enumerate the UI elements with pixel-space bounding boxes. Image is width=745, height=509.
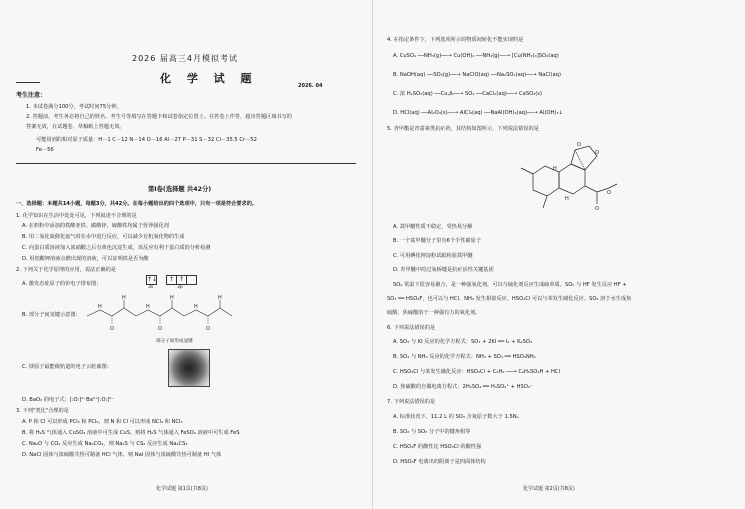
option-line: B. SO₃ 与 NH₃ 反应的化学方程式：NH₃ + SO₃ ══ HSO₃NH₂ bbox=[393, 354, 536, 360]
svg-text:O: O bbox=[577, 142, 581, 148]
svg-text:O: O bbox=[110, 326, 114, 332]
option-line: C. HSO₃F 的酸性比 HSO₃Cl 的酸性强 bbox=[393, 444, 482, 450]
svg-text:H: H bbox=[146, 304, 150, 310]
option-line: A. P 和 Cl 可以形成 PCl₃ 和 PCl₅，则 N 和 Cl 可以形成 NCl₃ 和 NCl₅ bbox=[22, 419, 183, 425]
subject-title: 化 学 试 题 bbox=[160, 72, 258, 85]
orbital-box bbox=[186, 275, 197, 285]
svg-text:O: O bbox=[607, 190, 611, 196]
option-line: D. HSO₃F 电离出的阴离子是四面体结构 bbox=[393, 459, 486, 465]
svg-text:H: H bbox=[218, 295, 222, 301]
option-line: B. NaOH(aq) ──SO₂(g)──→ NaClO(aq) ──Na₂SO₃(aq)──→ NaCl(aq) bbox=[393, 72, 561, 78]
svg-text:O: O bbox=[595, 206, 599, 212]
option-line: A. 标准状况下，11.2 L 的 SO₃ 含氧原子数大于 1.5Nₐ bbox=[393, 414, 519, 420]
orbital-box: ↑↓ bbox=[147, 276, 158, 283]
svg-text:O: O bbox=[158, 326, 162, 332]
option-line: A. 激发态硅原子的价电子排布图： bbox=[22, 281, 102, 287]
passage-line: SO₂ 常温下很容易聚合，是一种强氧化剂，可以与硫化剂反应生成硫单质。SO₂ 与 HF 发生反应 HF + bbox=[393, 282, 627, 288]
svg-text:H: H bbox=[565, 196, 569, 202]
exam-date: 2026. 04 bbox=[298, 83, 323, 89]
option-line: A. 蒿甲醚性质不稳定，受热易分解 bbox=[393, 224, 473, 230]
notes-heading: 考生注意： bbox=[16, 92, 47, 99]
option-line: A. SO₃ 与 KI 反应的化学方程式：SO₃ + 2KI ══ I₂ + K₂SO₃ bbox=[393, 339, 533, 345]
option-line: B. 用二氧化氮催化氨气时在水中进行反应，可以减少有机氧化物的生成 bbox=[22, 234, 185, 240]
note-line: 2. 答题前，考生务必将自己的姓名、考生号等填写在答题卡和试卷指定位置上。在答卷上作答，超出答题区域书写的 bbox=[26, 114, 292, 120]
option-line: C. HSO₃Cl 与苯发生磺化反应：HSO₃Cl + C₆H₆ ──→ C₆H₅SO₃H + HCl bbox=[393, 369, 560, 375]
orbital-label: 3p bbox=[177, 285, 183, 290]
instruction: 一、选择题：本题共14小题，每题3分，共42分。在每小题给出的四个选项中，只有一项是符合要求的。 bbox=[16, 201, 258, 207]
option-line: A. CuSO₄ ──NH₃(g)──→ Cu(OH)₂ ──NH₃(g)──→ [Cu(NH₃)₄]SO₄(aq) bbox=[393, 53, 559, 59]
svg-text:H: H bbox=[170, 295, 174, 301]
note-line: 答案无效，在试题卷、草稿纸上答题无效。 bbox=[26, 124, 125, 130]
passage-line: 硫酸，焦硫酸溶于一种强有力的氧化剂。 bbox=[387, 310, 481, 316]
electron-cloud-image bbox=[168, 349, 210, 387]
svg-text:H: H bbox=[553, 166, 557, 172]
option-line: C. 镁原子最能级轨道的电子云轮廓图： bbox=[22, 364, 112, 370]
option-line: D. 焦硫酸的自偶电离方程式：2H₂SO₄ ══ H₃SO₄⁺ + HSO₄⁻ bbox=[393, 384, 533, 390]
option-line: B. 部分子间氢键示意图： bbox=[22, 312, 81, 318]
part-heading: 第Ⅰ卷(选择题 共42分) bbox=[148, 186, 212, 193]
hydrogen-bond-diagram bbox=[82, 294, 252, 336]
option-line: C. 浓 H₂SO₄(aq) ──Cu,Δ──→ SO₂ ──CaCl₂(aq)──→ CaSO₃(s) bbox=[393, 91, 543, 97]
option-line: C. 向蛋白质溶液加入浓硝酸之后有黄色沉淀生成，该反应有利于蛋白质的分析检测 bbox=[22, 245, 211, 251]
option-line: B. 将 H₂S 气体通入 CuSO₄ 溶液中可生成 CuS，则将 H₂S 气体通入 FeSO₄ 溶液中可生成 FeS bbox=[22, 430, 240, 436]
question-line: 7. 下列说法错误的是 bbox=[387, 399, 436, 405]
question-line: 1. 化学知识在生活中处处可见，下列叙述不合理的是 bbox=[16, 213, 137, 219]
option-line: D. BaO₂ 的电子式：[:O:]²⁻Ba²⁺[:O:]²⁻ bbox=[22, 397, 115, 403]
question-line: 3. 下列"类比"合理的是 bbox=[16, 408, 69, 414]
option-line: D. NaCl 固体与浓硫酸共热可制备 HCl 气体，则 NaI 固体与浓硫酸共热可制备 HI 气体 bbox=[22, 452, 222, 458]
question-line: 5. 青甲酯是青蒿素类抗疟药，其结构如图所示，下列说法错误的是 bbox=[387, 126, 539, 132]
option-line: D. 用铝酸钾溶液点燃出现的溶液，可以证明铁是否为酸 bbox=[22, 256, 149, 262]
page-footer: 化学试题 第2页(共8页) bbox=[523, 486, 575, 492]
orbital-box: ↑ bbox=[176, 275, 187, 285]
atomic-mass-line: 可能用到的相对原子质量：H－1 C－12 N－14 O－16 Al－27 P－31 S－32 Cl－35.5 Cr－52 bbox=[36, 137, 257, 143]
svg-text:H: H bbox=[98, 304, 102, 310]
option-line: D. 青甲醚中的过氧桥键是抗疟活性关键基团 bbox=[393, 267, 494, 273]
header-rule bbox=[16, 82, 40, 83]
left-column bbox=[0, 0, 372, 509]
diagram-caption: 部分子间形成氢键 bbox=[156, 339, 193, 344]
passage-line: SO₃ ══ HSO₃F，也可以与 HCl、NH₃ 发生相似反应。HSO₃Cl 可以与苯发生磺化反应。SO₂ 溶于水生成焦 bbox=[387, 296, 632, 302]
svg-text:H: H bbox=[122, 295, 126, 301]
question-line: 2. 下列关于化学原理的应用，说法正确的是 bbox=[16, 267, 116, 273]
note-line: 1. 本试卷满分100分，考试时间75分钟。 bbox=[26, 104, 122, 110]
option-line: C. Na₂O 与 CO₂ 反应生成 Na₂CO₃，则 Na₂S 与 CS₂ 反应生成 Na₂CS₃ bbox=[22, 441, 188, 447]
orbital-label: 3s bbox=[148, 285, 154, 290]
atomic-mass-line: Fe－56 bbox=[36, 147, 54, 153]
option-line: B. 一个蒿甲醚分子里有6个手性碳原子 bbox=[393, 238, 481, 244]
option-line: C. 可用碘化钾淀粉试纸检验蒿甲醚 bbox=[393, 253, 473, 259]
orbital-box: ↑ bbox=[166, 275, 177, 285]
svg-text:O: O bbox=[595, 150, 599, 156]
svg-text:O: O bbox=[206, 326, 210, 332]
exam-title: 2026 届高三4月模拟考试 bbox=[132, 54, 238, 63]
svg-text:H: H bbox=[194, 304, 198, 310]
page-footer: 化学试题 第1页(共8页) bbox=[156, 486, 208, 492]
question-line: 6. 下列说法错误的是 bbox=[387, 325, 436, 331]
option-line: A. 在奶粉中添加的铁酸亚铁、碳酸锌，硫酸铁均属于营养强化剂 bbox=[22, 223, 169, 229]
option-line: D. HCl(aq) ──Al₂O₃(s)──→ AlCl₃(aq) ──NaAl(OH)₄(aq)──→ Al(OH)₃↓ bbox=[393, 110, 563, 116]
section-rule bbox=[16, 163, 356, 164]
molecule-structure-diagram bbox=[513, 134, 623, 220]
right-column bbox=[373, 0, 745, 509]
question-line: 4. 在指定条件下，下列选项所示的物质间转化不能实现的是 bbox=[387, 37, 524, 43]
option-line: B. SO₂ 与 SO₃ 分子中的键角相等 bbox=[393, 429, 471, 435]
